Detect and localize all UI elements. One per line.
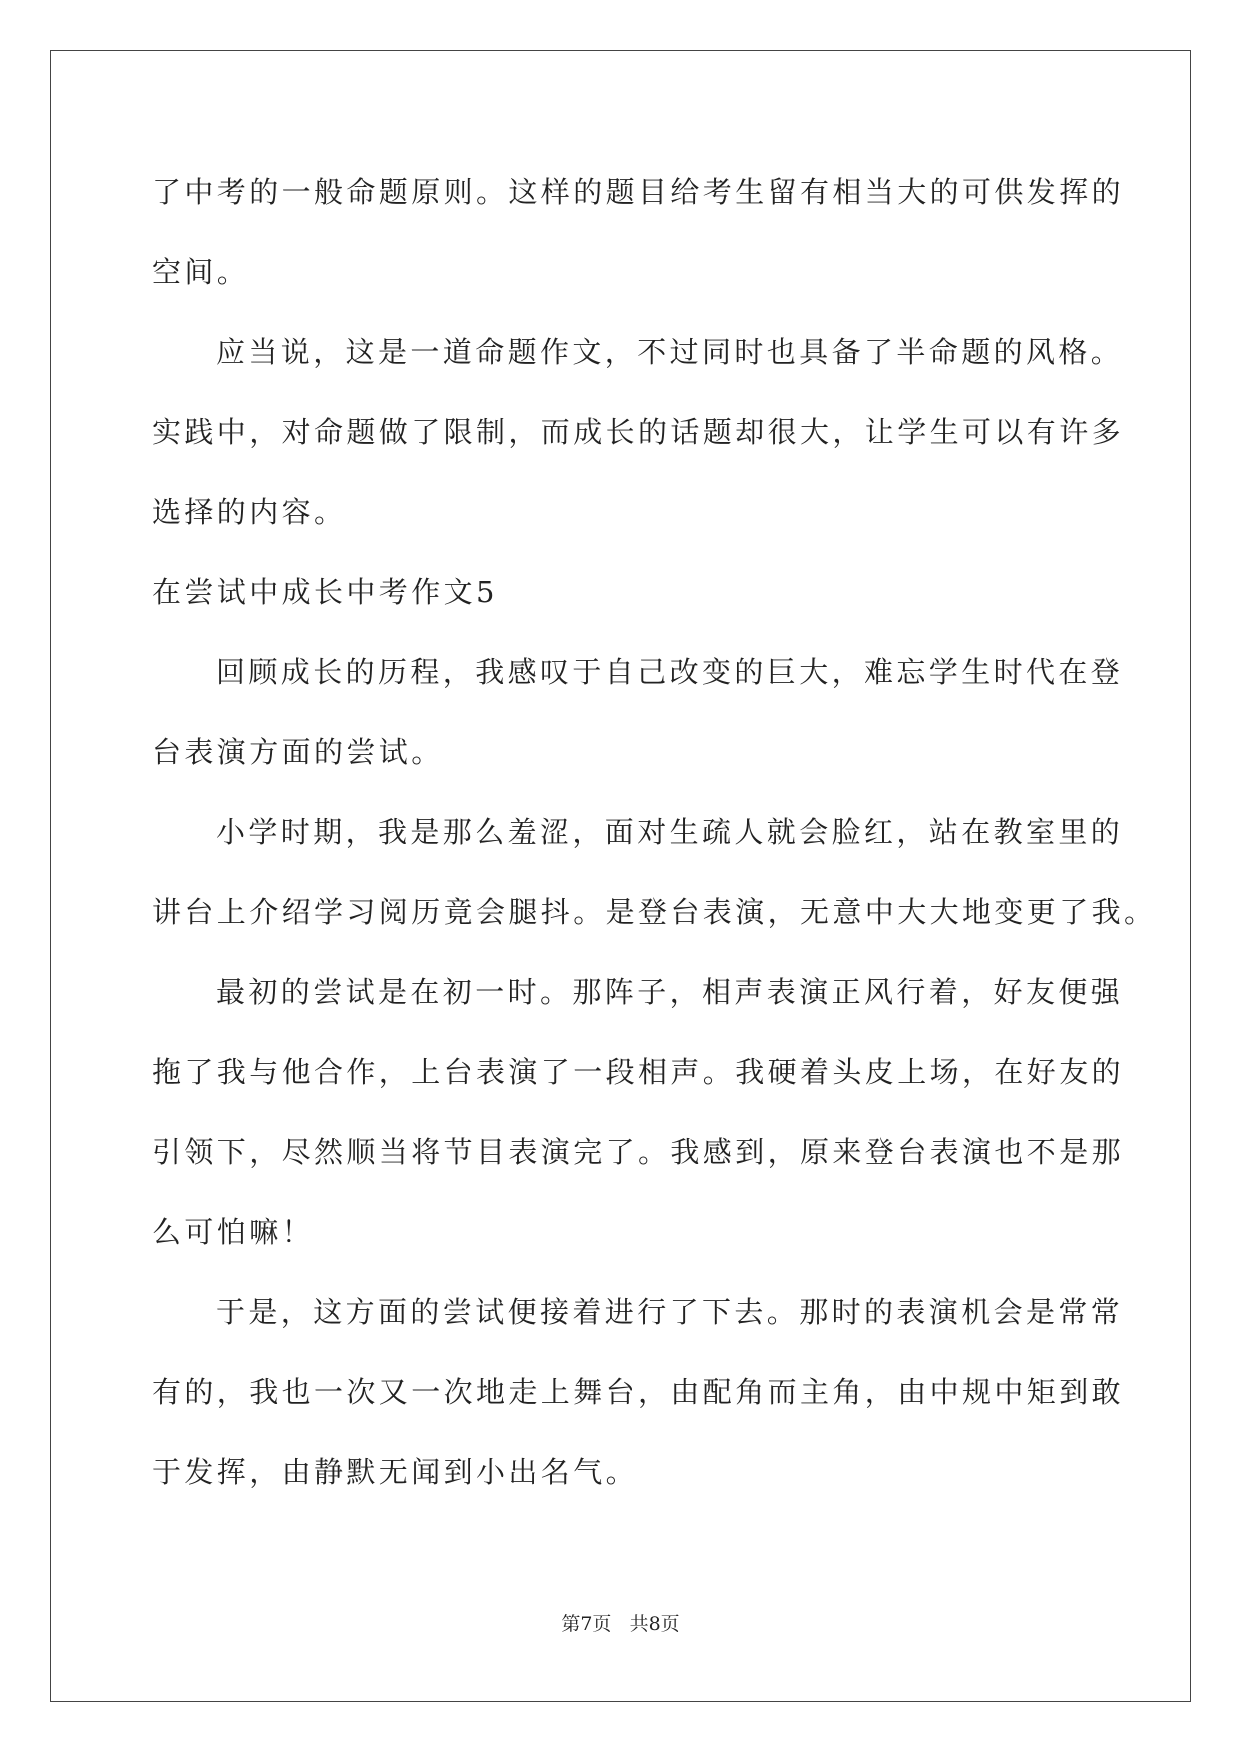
text-line: 应当说，这是一道命题作文，不过同时也具备了半命题的风格。	[216, 335, 1124, 369]
text-line: 空间。	[152, 255, 250, 289]
text-line: 最初的尝试是在初一时。那阵子，相声表演正风行着，好友便强	[216, 975, 1124, 1009]
page-footer	[0, 1612, 1241, 1636]
text-line: 小学时期，我是那么羞涩，面对生疏人就会脸红，站在教室里的	[216, 815, 1124, 849]
text-line: 讲台上介绍学习阅历竟会腿抖。是登台表演，无意中大大地变更了我。	[152, 895, 1157, 929]
text-line: 台表演方面的尝试。	[152, 735, 444, 769]
text-line: 于发挥，由静默无闻到小出名气。	[152, 1455, 639, 1489]
text-line: 于是，这方面的尝试便接着进行了下去。那时的表演机会是常常	[216, 1295, 1124, 1329]
text-line: 拖了我与他合作，上台表演了一段相声。我硬着头皮上场，在好友的	[152, 1055, 1125, 1089]
text-line: 选择的内容。	[152, 495, 347, 529]
text-line: 么可怕嘛！	[152, 1215, 315, 1249]
document-body	[152, 152, 1157, 1512]
text-line: 了中考的一般命题原则。这样的题目给考生留有相当大的可供发挥的	[152, 175, 1125, 209]
page-number: 第7页	[561, 1613, 612, 1635]
text-line: 引领下，尽然顺当将节目表演完了。我感到，原来登台表演也不是那	[152, 1135, 1125, 1169]
text-line: 实践中，对命题做了限制，而成长的话题却很大，让学生可以有许多	[152, 415, 1125, 449]
text-line: 有的，我也一次又一次地走上舞台，由配角而主角，由中规中矩到敢	[152, 1375, 1125, 1409]
text-line: 回顾成长的历程，我感叹于自己改变的巨大，难忘学生时代在登	[216, 655, 1124, 689]
page-total: 共8页	[629, 1613, 680, 1635]
section-heading: 在尝试中成长中考作文5	[152, 575, 498, 609]
